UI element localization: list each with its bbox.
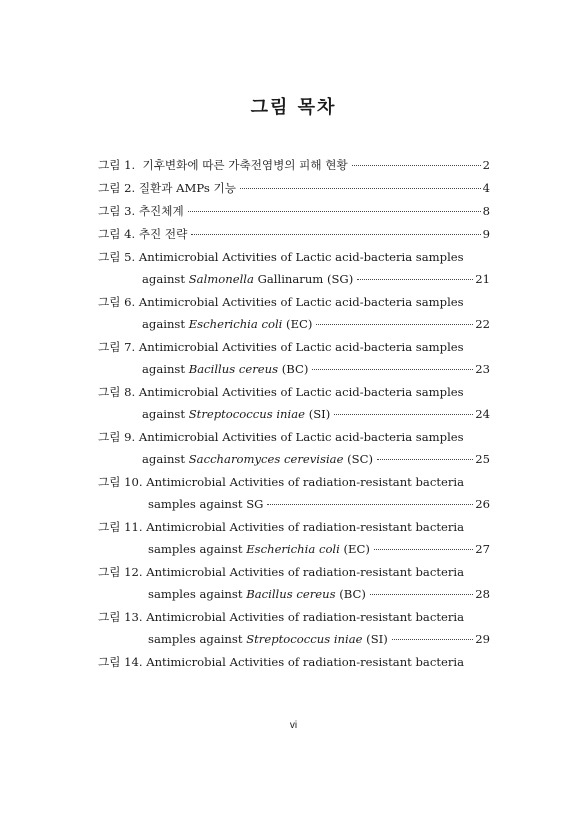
figure-title-line1: Antimicrobial Activities of radiation-resistant bacteria <box>146 475 465 489</box>
figure-label: 그림 3. <box>98 204 136 218</box>
figure-title: 기후변화에 따른 가축전염병의 피해 현황 <box>142 158 348 172</box>
page-ref: 24 <box>475 407 490 421</box>
leader-dots <box>392 639 473 640</box>
page-ref: 21 <box>475 272 490 286</box>
species-name: Escherichia coli <box>188 317 283 331</box>
leader-dots <box>377 459 473 460</box>
page-ref: 28 <box>475 587 490 601</box>
figure-title-line2: samples against Bacillus cereus (BC) <box>148 587 366 601</box>
leader-dots <box>316 324 473 325</box>
figure-label: 그림 13. <box>98 610 143 624</box>
leader-dots <box>191 234 480 235</box>
figure-title-line1: Antimicrobial Activities of Lactic acid-bacteria samples <box>138 340 464 354</box>
figure-label: 그림 5. <box>98 250 136 264</box>
species-name: Bacillus cereus <box>246 587 336 601</box>
leader-dots <box>370 594 473 595</box>
species-name: Streptococcus iniae <box>246 632 363 646</box>
figure-title-line2: samples against SG <box>148 497 264 511</box>
figure-label: 그림 4. <box>98 227 136 241</box>
figure-title-line1: Antimicrobial Activities of Lactic acid-bacteria samples <box>138 250 464 264</box>
toc-entry-9[interactable] <box>98 426 490 470</box>
figure-title-line1: Antimicrobial Activities of radiation-resistant bacteria <box>146 565 465 579</box>
toc-entry-13[interactable] <box>98 606 490 650</box>
toc-entry-7[interactable] <box>98 336 490 380</box>
toc-entry-2[interactable] <box>98 177 490 199</box>
figure-label: 그림 8. <box>98 385 136 399</box>
page-ref: 23 <box>475 362 490 376</box>
toc-entry-5[interactable] <box>98 246 490 290</box>
figure-title-line2: samples against Escherichia coli (EC) <box>148 542 370 556</box>
figure-title-line1: Antimicrobial Activities of radiation-resistant bacteria <box>146 610 465 624</box>
figure-title-line2: against Saccharomyces cerevisiae (SC) <box>142 452 373 466</box>
figure-label: 그림 9. <box>98 430 136 444</box>
species-name: Bacillus cereus <box>188 362 279 376</box>
figure-title-line1: Antimicrobial Activities of Lactic acid-bacteria samples <box>138 385 464 399</box>
page-ref: 29 <box>475 632 490 646</box>
toc-entry-14[interactable] <box>98 651 490 673</box>
toc-entry-1[interactable] <box>98 154 490 176</box>
figure-title-line1: Antimicrobial Activities of radiation-resistant bacteria <box>146 520 465 534</box>
page-number: vi <box>289 720 298 731</box>
figure-label: 그림 10. <box>98 475 143 489</box>
page-ref: 22 <box>475 317 490 331</box>
species-name: Escherichia coli <box>246 542 340 556</box>
figure-label: 그림 12. <box>98 565 143 579</box>
figure-label: 그림 11. <box>98 520 143 534</box>
toc-entry-4[interactable] <box>98 223 490 245</box>
species-name: Saccharomyces cerevisiae <box>188 452 344 466</box>
page-ref: 25 <box>475 452 490 466</box>
page-ref: 27 <box>475 542 490 556</box>
figure-title-line2: against Bacillus cereus (BC) <box>142 362 309 376</box>
figure-label: 그림 14. <box>98 655 143 669</box>
table-of-figures <box>98 154 490 674</box>
figure-title-line1: Antimicrobial Activities of Lactic acid-bacteria samples <box>138 295 464 309</box>
species-name: Streptococcus iniae <box>188 407 306 421</box>
page-title: 그림 목차 <box>250 97 337 118</box>
page-ref: 26 <box>475 497 490 511</box>
figure-title-line1: Antimicrobial Activities of radiation-resistant bacteria <box>146 655 465 669</box>
toc-entry-12[interactable] <box>98 561 490 605</box>
figure-label: 그림 1. <box>98 158 136 172</box>
leader-dots <box>334 414 473 415</box>
figure-title-line2: samples against Streptococcus iniae (SI) <box>148 632 388 646</box>
leader-dots <box>357 279 473 280</box>
toc-entry-11[interactable] <box>98 516 490 560</box>
figure-title-line1: Antimicrobial Activities of Lactic acid-bacteria samples <box>138 430 464 444</box>
toc-entry-10[interactable] <box>98 471 490 515</box>
toc-entry-6[interactable] <box>98 291 490 335</box>
figure-title-line2: against Salmonella Gallinarum (SG) <box>142 272 354 286</box>
leader-dots <box>352 165 481 166</box>
leader-dots <box>312 369 473 370</box>
figure-title: 추진 전략 <box>138 227 188 241</box>
page-ref: 4 <box>482 181 490 195</box>
page-ref: 8 <box>482 204 490 218</box>
figure-label: 그림 2. <box>98 181 136 195</box>
leader-dots <box>267 504 473 505</box>
leader-dots <box>240 188 481 189</box>
toc-entry-3[interactable] <box>98 200 490 222</box>
leader-dots <box>188 211 481 212</box>
leader-dots <box>374 549 473 550</box>
page-ref: 2 <box>482 158 490 172</box>
figure-title-line2: against Escherichia coli (EC) <box>142 317 313 331</box>
figure-title: 질환과 AMPs 기능 <box>138 181 236 195</box>
figure-label: 그림 6. <box>98 295 136 309</box>
toc-entry-8[interactable] <box>98 381 490 425</box>
figure-label: 그림 7. <box>98 340 136 354</box>
page-ref: 9 <box>482 227 490 241</box>
figure-title-line2: against Streptococcus iniae (SI) <box>142 407 331 421</box>
figure-title: 추진체계 <box>138 204 184 218</box>
species-name: Salmonella <box>188 272 254 286</box>
